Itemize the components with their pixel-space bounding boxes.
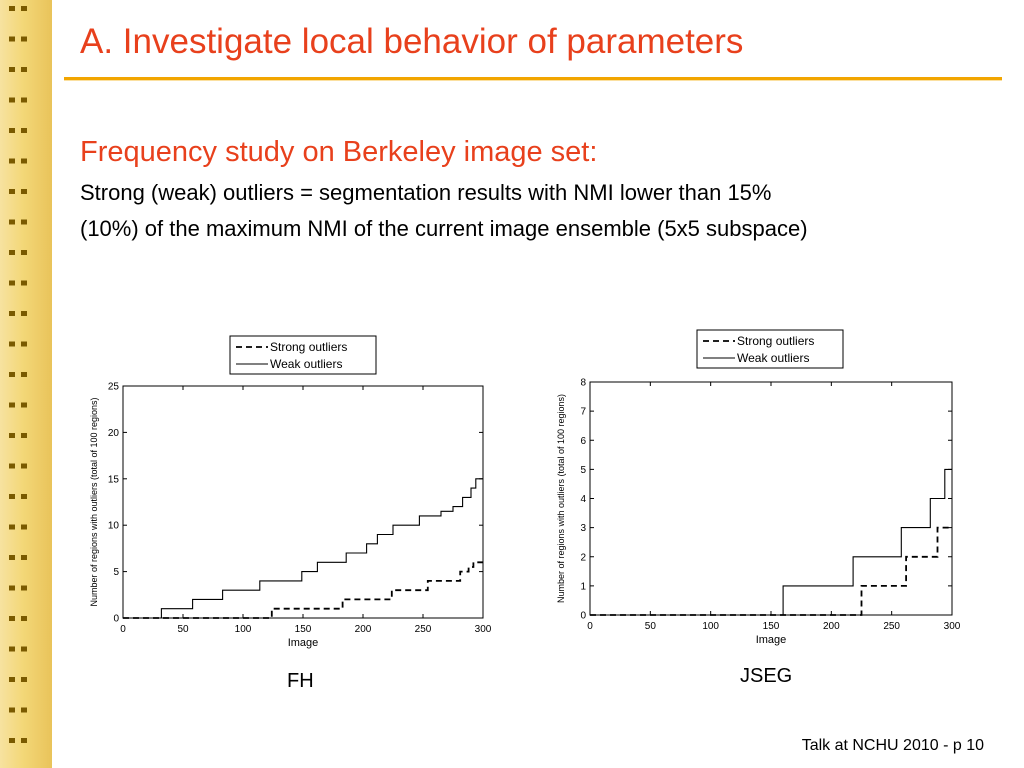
series-line-weak-outliers <box>590 469 952 615</box>
sidebar-dot <box>9 342 15 347</box>
sidebar-dot <box>9 586 15 591</box>
series-line-weak-outliers <box>123 479 483 618</box>
y-tick-label: 10 <box>107 520 119 532</box>
sidebar-dot <box>21 555 27 560</box>
x-tick-label: 100 <box>234 624 252 635</box>
sidebar-dot <box>21 708 27 713</box>
slide-footer: Talk at NCHU 2010 - p 10 <box>801 737 984 754</box>
sidebar-dot <box>21 189 27 194</box>
x-tick-label: 300 <box>943 621 961 632</box>
x-tick-label: 50 <box>644 621 656 632</box>
x-tick-label: 200 <box>354 624 372 635</box>
y-tick-label: 5 <box>113 567 119 579</box>
sidebar-dot <box>21 586 27 591</box>
sidebar-dot <box>21 6 27 11</box>
legend-label: Weak outliers <box>270 357 343 371</box>
y-tick-label: 15 <box>107 474 119 486</box>
sidebar-dot <box>21 250 27 255</box>
y-tick-label: 1 <box>580 581 586 593</box>
sidebar-dot <box>21 494 27 499</box>
x-axis-label: Image <box>755 634 787 646</box>
sidebar-dot <box>9 738 15 743</box>
sidebar-dot <box>9 67 15 72</box>
sidebar-dot <box>9 281 15 286</box>
plot-frame <box>123 386 483 618</box>
sidebar-dot <box>21 616 27 621</box>
y-axis-label: Number of regions with outliers (total of 100 regions) <box>556 393 566 604</box>
sidebar-dot <box>9 525 15 530</box>
series-line-strong-outliers <box>123 562 483 618</box>
sidebar-dot <box>9 616 15 621</box>
sidebar-dot <box>9 433 15 438</box>
chart-legend <box>230 336 376 374</box>
sidebar-dot <box>9 708 15 713</box>
sidebar-dot <box>21 403 27 408</box>
sidebar-dot <box>9 189 15 194</box>
sidebar-dot <box>21 738 27 743</box>
y-tick-label: 3 <box>580 523 586 535</box>
chart-legend <box>697 330 843 368</box>
sidebar-dot <box>21 220 27 225</box>
sidebar-dot <box>9 464 15 469</box>
sidebar-dot <box>21 311 27 316</box>
y-tick-label: 4 <box>580 494 586 505</box>
legend-label: Weak outliers <box>737 351 810 365</box>
sidebar-dot <box>9 128 15 133</box>
sidebar-dot <box>9 372 15 377</box>
sidebar-dot <box>9 159 15 164</box>
y-tick-label: 20 <box>107 427 119 439</box>
sidebar-dot <box>9 494 15 499</box>
y-tick-label: 25 <box>107 381 119 393</box>
series-line-strong-outliers <box>590 528 952 615</box>
chart-caption-jseg: JSEG <box>740 665 793 687</box>
x-tick-label: 250 <box>883 621 901 632</box>
legend-label: Strong outliers <box>737 334 815 348</box>
sidebar-dot <box>21 67 27 72</box>
y-tick-label: 8 <box>580 377 586 389</box>
chart-fh <box>80 320 510 650</box>
sidebar-dot <box>21 433 27 438</box>
x-tick-label: 250 <box>414 624 432 635</box>
sidebar-dot <box>21 342 27 347</box>
chart-jseg <box>550 320 980 650</box>
sidebar-dot <box>9 647 15 652</box>
sidebar-dot <box>9 555 15 560</box>
sidebar-dot <box>21 372 27 377</box>
sidebar-dot <box>9 98 15 103</box>
sidebar-dot <box>21 37 27 42</box>
body-line-1: Strong (weak) outliers = segmentation results with NMI lower than 15% <box>80 180 772 205</box>
x-tick-label: 0 <box>587 621 593 632</box>
y-tick-label: 2 <box>580 552 586 564</box>
x-tick-label: 100 <box>702 621 720 632</box>
x-axis-label: Image <box>287 637 319 649</box>
sidebar-dot <box>21 647 27 652</box>
sidebar-dot <box>21 464 27 469</box>
sidebar-dot <box>9 220 15 225</box>
sidebar-dot <box>9 37 15 42</box>
sidebar-dot <box>21 281 27 286</box>
y-tick-label: 5 <box>580 464 586 476</box>
sidebar-dot <box>9 311 15 316</box>
x-tick-label: 200 <box>822 621 840 632</box>
sidebar-dot <box>9 250 15 255</box>
x-tick-label: 50 <box>177 624 189 635</box>
section-subheading: Frequency study on Berkeley image set: <box>80 136 598 168</box>
sidebar-dot-pattern <box>7 0 37 768</box>
chart-caption-fh: FH <box>287 670 314 692</box>
sidebar-dot <box>21 677 27 682</box>
sidebar-dot <box>9 6 15 11</box>
slide-title: A. Investigate local behavior of parameters <box>80 22 744 61</box>
sidebar-dot <box>9 403 15 408</box>
left-decorative-bar <box>0 0 52 768</box>
y-tick-label: 7 <box>580 406 586 418</box>
x-tick-label: 0 <box>120 624 126 635</box>
title-underline <box>64 77 1002 80</box>
y-tick-label: 0 <box>113 613 119 625</box>
y-tick-label: 6 <box>580 435 586 447</box>
legend-label: Strong outliers <box>270 340 348 354</box>
body-line-2: (10%) of the maximum NMI of the current image ensemble (5x5 subspace) <box>80 216 808 241</box>
sidebar-dot <box>21 159 27 164</box>
y-axis-label: Number of regions with outliers (total of 100 regions) <box>89 397 99 607</box>
sidebar-dot <box>9 677 15 682</box>
x-tick-label: 300 <box>474 624 492 635</box>
plot-frame <box>590 382 952 615</box>
sidebar-dot <box>21 98 27 103</box>
x-tick-label: 150 <box>294 624 312 635</box>
y-tick-label: 0 <box>580 610 586 622</box>
sidebar-dot <box>21 128 27 133</box>
sidebar-dot <box>21 525 27 530</box>
x-tick-label: 150 <box>762 621 780 632</box>
